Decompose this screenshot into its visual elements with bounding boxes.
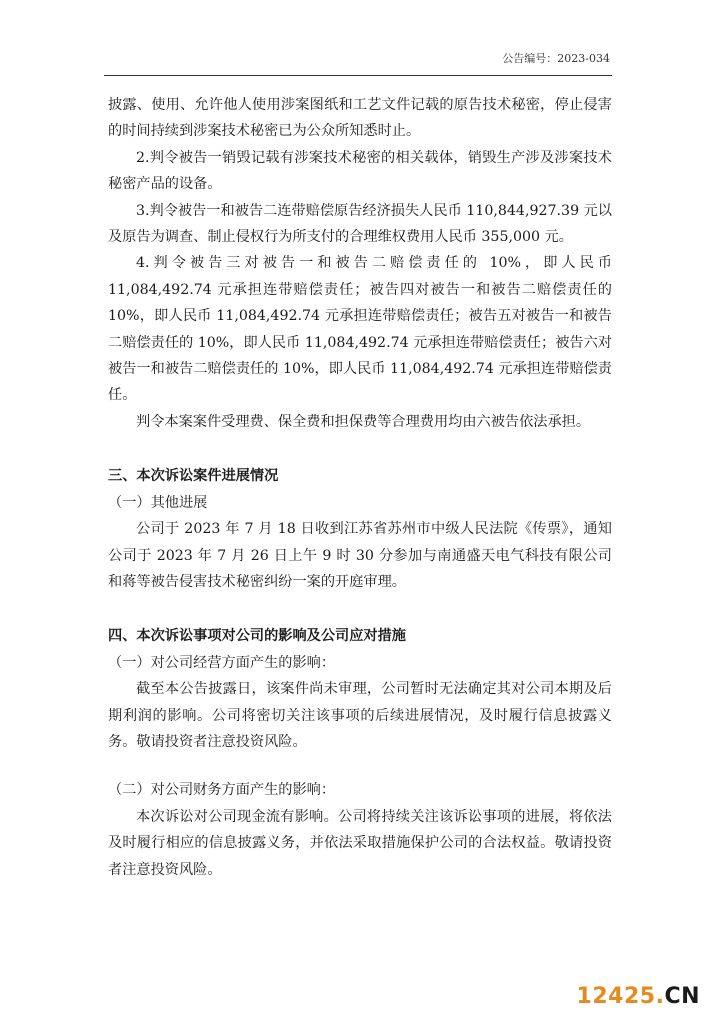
section-3-paragraph: 公司于 2023 年 7 月 18 日收到江苏省苏州市中级人民法院《传票》，通知公司于 2023 年 7 月 26 日上午 9 时 30 分参加与南通盛天电气科技有限公司和蒋等被告侵害技术秘密纠纷一案的开庭审理。 <box>108 521 612 590</box>
watermark-dot: . <box>655 984 665 1009</box>
section-4-paragraph-2: 本次诉讼对公司现金流有影响。公司将持续关注该诉讼事项的进展，将依法及时履行相应的信息披露义务，并依法采取措施保护公司的合法权益。敬请投资者注意投资风险。 <box>108 808 612 878</box>
paragraph-costs: 判令本案案件受理费、保全费和担保费等合理费用均由六被告依法承担。 <box>136 413 591 430</box>
paragraph-item-3: 3.判令被告一和被告二连带赔偿原告经济损失人民币 110,844,927.39 元以及原告为调查、制止侵权行为所支付的合理维权费用人民币 355,000 元。 <box>108 202 612 246</box>
announcement-number: 公告编号：2023-034 <box>502 52 610 65</box>
section-4-sub-1: （一）对公司经营方面产生的影响： <box>108 654 336 671</box>
section-3-title: 三、本次诉讼案件进展情况 <box>108 468 279 485</box>
section-3-sub-1: （一）其他进展 <box>108 494 208 511</box>
section-4-paragraph-1: 截至本公告披露日，该案件尚未审理，公司暂时无法确定其对公司本期及后期利润的影响。公司将密切关注该事项的后续进展情况，及时履行信息披露义务。敬请投资者注意投资风险。 <box>108 681 612 750</box>
header-divider <box>104 75 612 76</box>
document-body <box>108 92 612 883</box>
paragraph-continued: 披露、使用、允许他人使用涉案图纸和工艺文件记载的原告技术秘密，停止侵害的时间持续到涉案技术秘密已为公众所知悉时止。 <box>108 97 612 140</box>
site-watermark <box>577 984 700 1009</box>
paragraph-item-4: 4.判令被告三对被告一和被告二赔偿责任的 10%，即人民币 11,084,492.74 元承担连带赔偿责任；被告四对被告一和被告二赔偿责任的 10%，即人民币 11,084,492.74 元承担连带赔偿责任；被告五对被告一和被告二赔偿责任的 10%，即人民币 11,084,492.74 元承担连带赔偿责任；被告六对被告一和被告二赔偿责任的 10%，即人民币 11,084,492.74 元承担连带赔偿责任。 <box>108 255 612 404</box>
watermark-number: 12425 <box>576 984 656 1009</box>
section-4-title: 四、本次诉讼事项对公司的影响及公司应对措施 <box>108 628 406 645</box>
watermark-suffix: CN <box>664 984 700 1009</box>
section-4-sub-2: （二）对公司财务方面产生的影响： <box>108 782 336 799</box>
paragraph-item-2: 2.判令被告一销毁记载有涉案技术秘密的相关载体，销毁生产涉及涉案技术秘密产品的设备。 <box>108 149 612 193</box>
